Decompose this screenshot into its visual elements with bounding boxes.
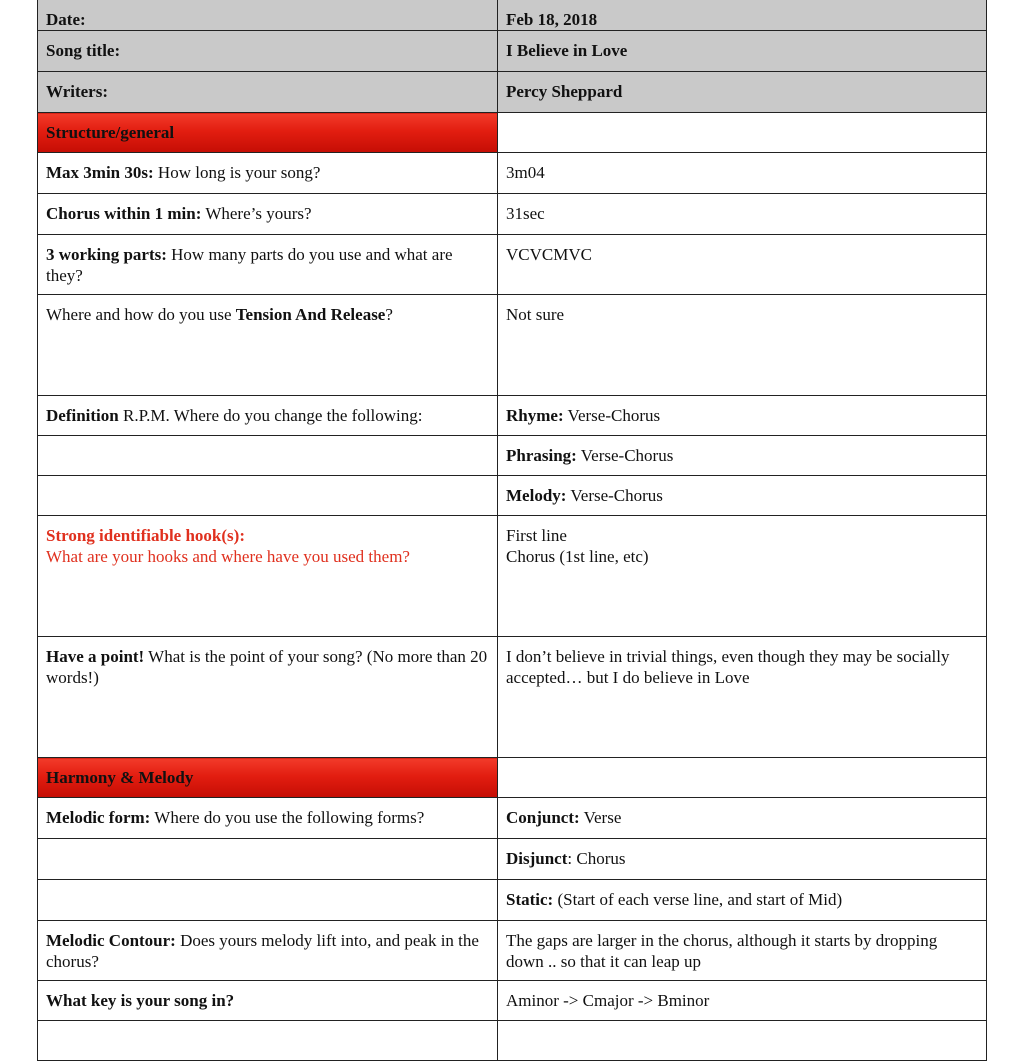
table-row (38, 880, 987, 921)
question-cell (38, 235, 498, 295)
answer-label: Phrasing: (506, 446, 577, 465)
question-bold: Tension And Release (235, 305, 386, 324)
table-row (38, 981, 987, 1021)
table-row (38, 921, 987, 981)
section-row-harmony (38, 758, 987, 798)
table-row (38, 798, 987, 839)
writers-value: Percy Sheppard (498, 72, 987, 113)
question-cell (38, 194, 498, 235)
question-bold: 3 working parts: (46, 245, 167, 264)
table-row (38, 153, 987, 194)
writers-label: Writers: (38, 72, 498, 113)
answer-value: : Chorus (567, 849, 626, 868)
question-bold: Max 3min 30s: (46, 163, 154, 182)
question-text: Where’s yours? (201, 204, 312, 223)
table-row (38, 396, 987, 436)
date-row (38, 0, 987, 31)
empty-cell (498, 1021, 987, 1061)
answer-label: Rhyme: (506, 406, 564, 425)
answer-cell: I don’t believe in trivial things, even though they may be socially accepted… but I do believe in Love (498, 637, 987, 758)
question-cell (38, 516, 498, 637)
answer-line: Chorus (1st line, etc) (506, 547, 649, 566)
question-text: How long is your song? (153, 163, 321, 182)
answer-cell: Not sure (498, 295, 987, 396)
empty-cell (38, 1021, 498, 1061)
section-row-structure (38, 113, 987, 153)
answer-cell (498, 839, 987, 880)
song-review-form (37, 0, 986, 1061)
section-blank-cell (498, 758, 987, 798)
question-bold: Melodic Contour: (46, 931, 176, 950)
answer-value: Verse (579, 808, 622, 827)
question-cell (38, 921, 498, 981)
question-bold: Have a point! (46, 647, 145, 666)
answer-cell (498, 476, 987, 516)
section-header-structure: Structure/general (38, 113, 498, 153)
section-blank-cell (498, 113, 987, 153)
answer-cell: The gaps are larger in the chorus, although it starts by dropping down .. so that it can leap up (498, 921, 987, 981)
answer-value: Verse-Chorus (563, 406, 661, 425)
question-text: What is the point of your song? (No more than 20 words!) (46, 647, 488, 687)
writers-row (38, 72, 987, 113)
answer-label: Conjunct: (506, 808, 580, 827)
question-cell (38, 153, 498, 194)
answer-label: Disjunct (506, 849, 568, 868)
answer-cell (498, 516, 987, 637)
empty-cell (38, 839, 498, 880)
answer-cell (498, 436, 987, 476)
question-text: R.P.M. Where do you change the following: (118, 406, 423, 425)
question-bold: Chorus within 1 min: (46, 204, 202, 223)
answer-value: (Start of each verse line, and start of Mid) (553, 890, 843, 909)
song-review-table (37, 0, 987, 1061)
answer-label: Melody: (506, 486, 567, 505)
answer-cell (498, 798, 987, 839)
question-bold: Definition (46, 406, 119, 425)
table-row (38, 516, 987, 637)
question-text: What are your hooks and where have you used them? (46, 547, 410, 566)
answer-cell: Aminor -> Cmajor -> Bminor (498, 981, 987, 1021)
question-bold: Strong identifiable hook(s): (46, 526, 245, 545)
answer-cell: VCVCMVC (498, 235, 987, 295)
song-title-value: I Believe in Love (498, 31, 987, 72)
question-cell (38, 637, 498, 758)
table-row (38, 295, 987, 396)
answer-line: First line (506, 526, 567, 545)
question-text: ? (385, 305, 393, 324)
date-value: Feb 18, 2018 (498, 0, 987, 31)
answer-cell: 3m04 (498, 153, 987, 194)
section-header-harmony: Harmony & Melody (38, 758, 498, 798)
empty-cell (38, 476, 498, 516)
answer-cell: 31sec (498, 194, 987, 235)
table-row (38, 839, 987, 880)
question-bold: Melodic form: (46, 808, 151, 827)
empty-cell (38, 880, 498, 921)
table-row (38, 436, 987, 476)
answer-cell (498, 880, 987, 921)
question-cell (38, 981, 498, 1021)
question-text: Where and how do you use (46, 305, 236, 324)
table-row (38, 1021, 987, 1061)
answer-label: Static: (506, 890, 554, 909)
question-text: How many parts do you use and what are they? (46, 245, 453, 285)
question-text: Does yours melody lift into, and peak in the chorus? (46, 931, 479, 971)
answer-value: Verse-Chorus (566, 486, 663, 505)
table-row (38, 476, 987, 516)
answer-cell (498, 396, 987, 436)
question-cell (38, 798, 498, 839)
question-text: Where do you use the following forms? (150, 808, 425, 827)
question-bold: What key is your song in? (46, 991, 235, 1010)
song-title-label: Song title: (38, 31, 498, 72)
table-row (38, 235, 987, 295)
table-row (38, 637, 987, 758)
date-label: Date: (38, 0, 498, 31)
table-row (38, 194, 987, 235)
empty-cell (38, 436, 498, 476)
song-title-row (38, 31, 987, 72)
question-cell (38, 396, 498, 436)
answer-value: Verse-Chorus (576, 446, 674, 465)
question-cell (38, 295, 498, 396)
